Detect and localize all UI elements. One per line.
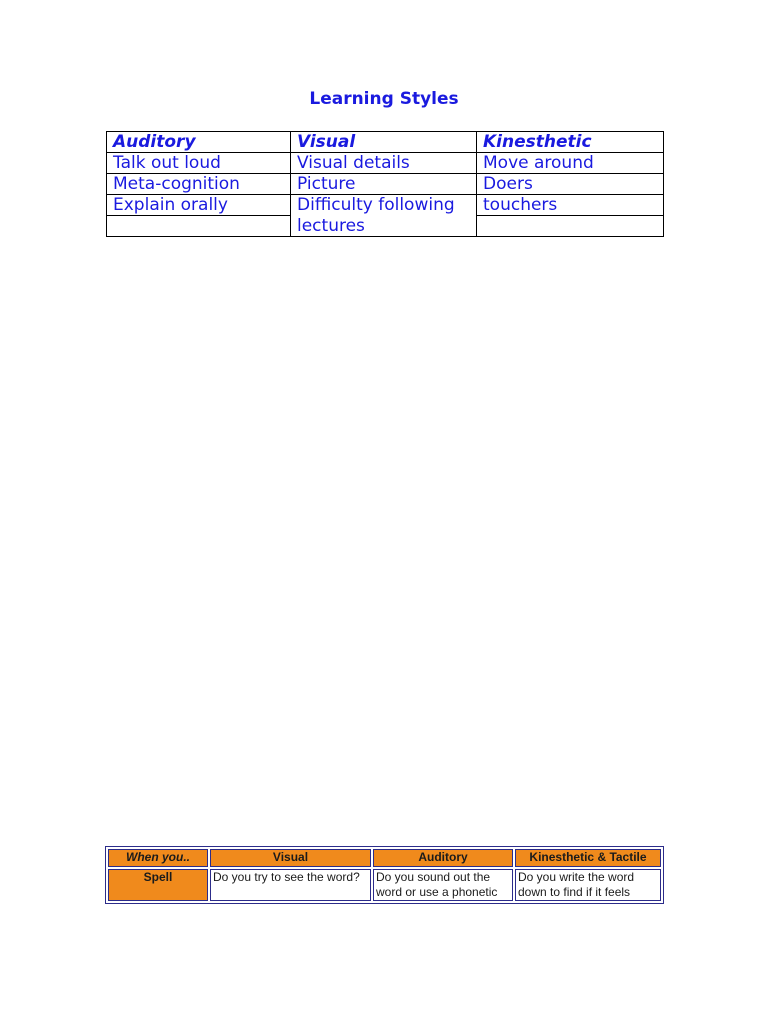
table-cell: Explain orally (107, 195, 291, 216)
table-cell: touchers (477, 195, 664, 216)
header-visual: Visual (210, 849, 371, 867)
table-cell (477, 216, 664, 237)
header-when-you: When you.. (108, 849, 208, 867)
header-visual: Visual (291, 132, 477, 153)
table-cell: Do you sound out the word or use a phonetic (373, 869, 513, 901)
table-row (107, 216, 664, 237)
table-cell: Talk out loud (107, 153, 291, 174)
learning-styles-table (106, 131, 664, 237)
header-auditory: Auditory (107, 132, 291, 153)
row-label-spell: Spell (108, 869, 208, 901)
table-cell: Visual details (291, 153, 477, 174)
table-cell: Do you write the word down to find if it feels (515, 869, 661, 901)
table-cell: Difficulty following (291, 195, 477, 216)
table-cell (107, 216, 291, 237)
table-header-row (107, 132, 664, 153)
table-row (107, 153, 664, 174)
table-cell: Meta-cognition (107, 174, 291, 195)
comparison-table (105, 846, 664, 904)
table-cell: Picture (291, 174, 477, 195)
table-row (107, 174, 664, 195)
table-row (107, 195, 664, 216)
table-cell: Doers (477, 174, 664, 195)
header-kinesthetic: Kinesthetic (477, 132, 664, 153)
table-cell: Move around (477, 153, 664, 174)
table-cell: lectures (291, 216, 477, 237)
header-auditory: Auditory (373, 849, 513, 867)
page-title: Learning Styles (309, 89, 459, 109)
table-cell: Do you try to see the word? (210, 869, 371, 901)
header-kinesthetic-tactile: Kinesthetic & Tactile (515, 849, 661, 867)
